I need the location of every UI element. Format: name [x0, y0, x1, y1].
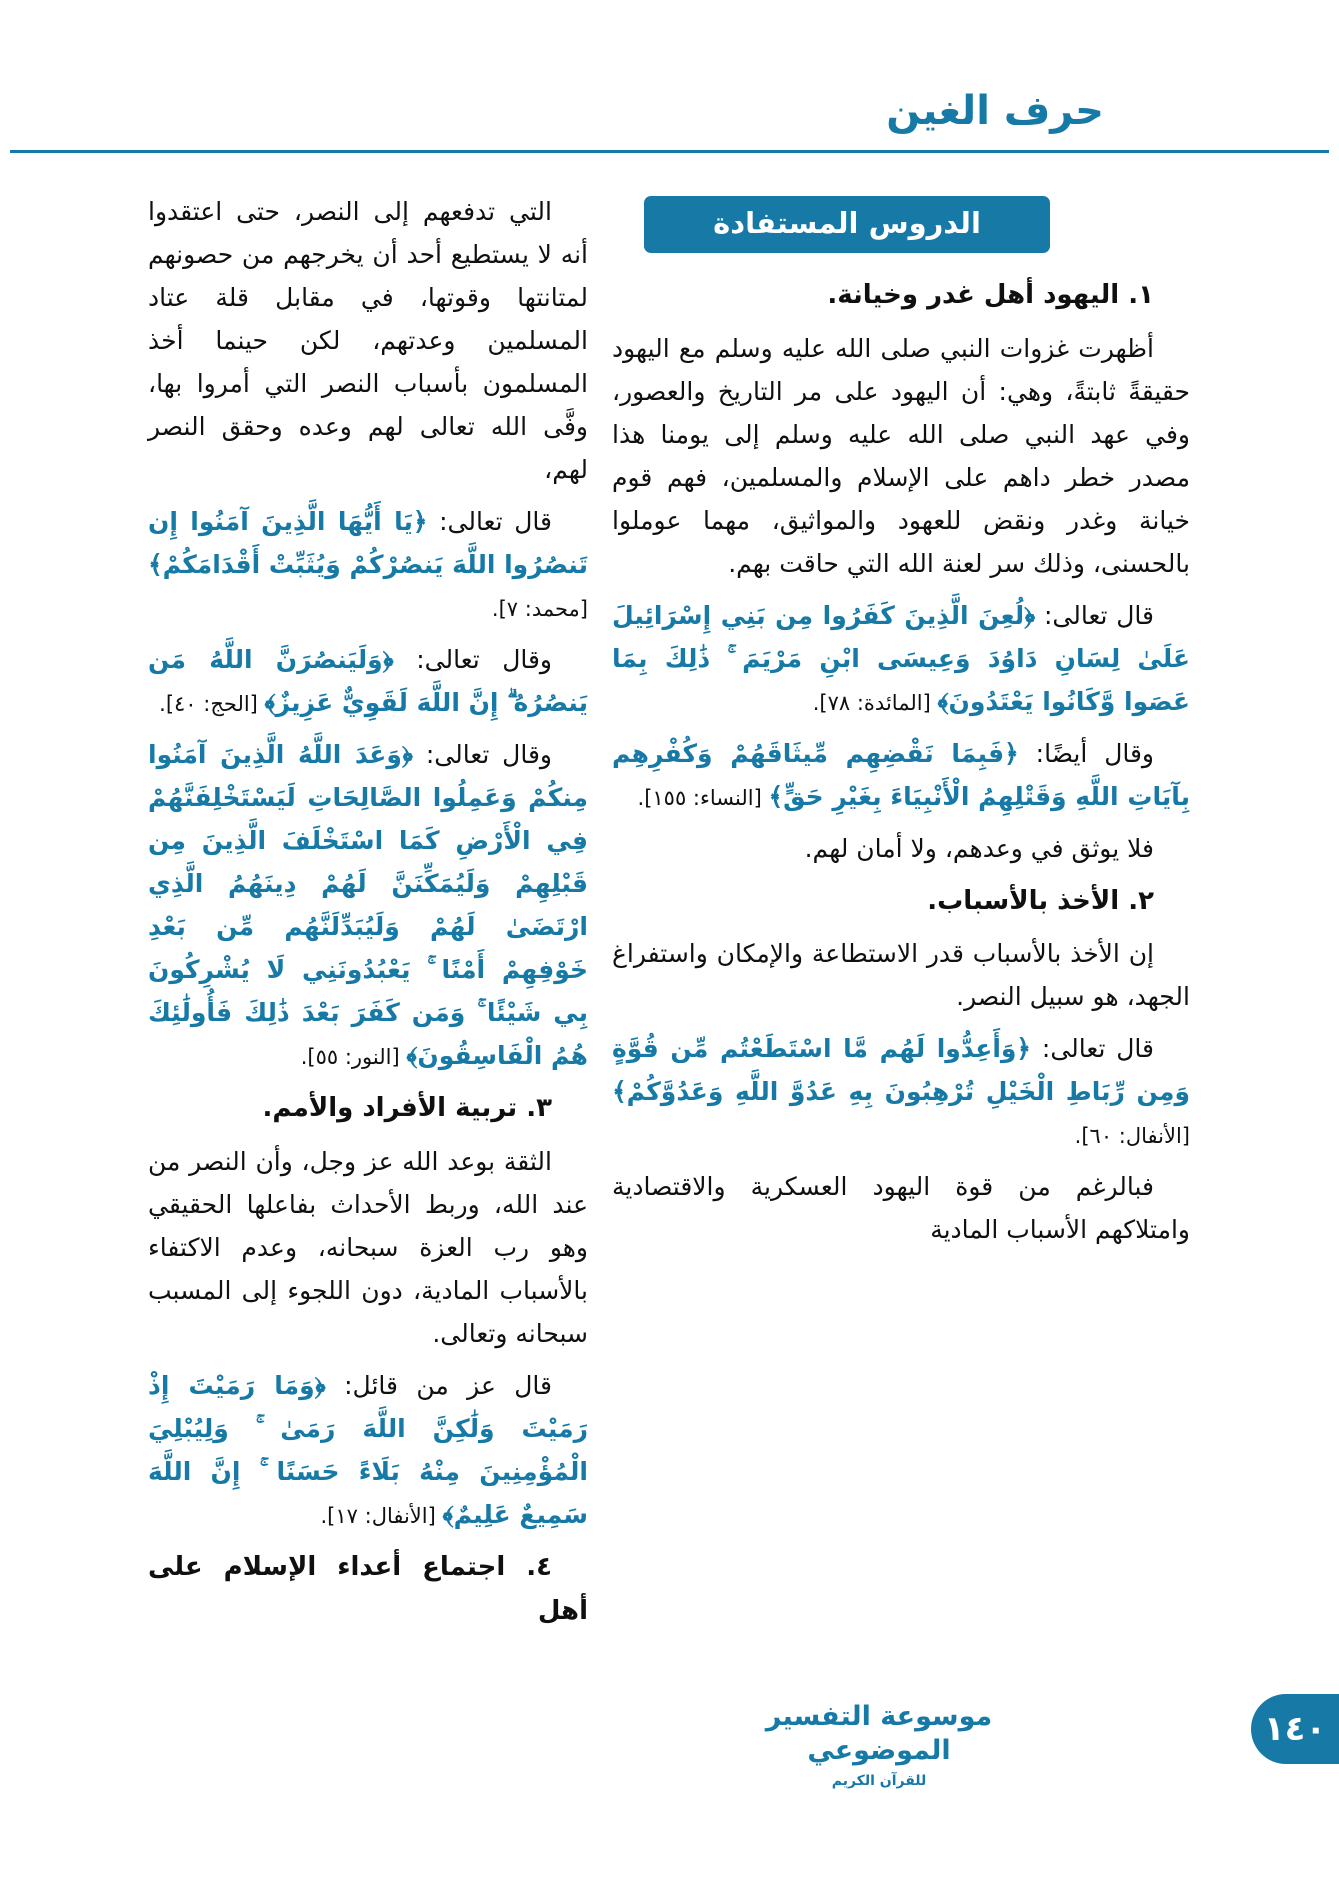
- paragraph: [612, 327, 1190, 585]
- verse-reference: [الحج: ٤٠].: [159, 692, 265, 716]
- paragraph: [612, 732, 1190, 818]
- paragraph: [148, 190, 588, 491]
- body-text: قال تعالى:: [1035, 600, 1155, 630]
- body-text: التي تدفعهم إلى النصر، حتى اعتقدوا أنه لا يستطيع أحد أن يخرجهم من حصونهم لمتانتها وقوتها، في مقابل قلة عتاد المسلمين وعدتهم، لكن حينما أخذ المسلمون بأسباب النصر التي أمروا بها، وفَّى الله تعالى لهم وعده وحقق النصر لهم،: [148, 197, 588, 484]
- paragraph: [612, 594, 1190, 723]
- footer-logo: [749, 1700, 1009, 1789]
- quran-verse: ﴿فَبِمَا نَقْضِهِم مِّيثَاقَهُمْ وَكُفْرِهِم بِآيَاتِ اللَّهِ وَقَتْلِهِمُ الْأَنْبِيَاءَ بِغَيْرِ حَقٍّ﴾: [612, 738, 1190, 811]
- section-header-label: الدروس المستفادة: [713, 206, 981, 240]
- body-text: فلا يوثق في وعدهم، ولا أمان لهم.: [804, 833, 1154, 863]
- body-text: وقال تعالى:: [393, 645, 552, 674]
- body-text: ٤. اجتماع أعداء الإسلام على أهل: [148, 1551, 588, 1627]
- paragraph: [612, 1027, 1190, 1156]
- quran-verse: ﴿وَأَعِدُّوا لَهُم مَّا اسْتَطَعْتُم مِّن قُوَّةٍ وَمِن رِّبَاطِ الْخَيْلِ تُرْهِبُونَ بِهِ عَدُوَّ اللَّهِ وَعَدُوَّكُمْ﴾: [612, 1034, 1190, 1107]
- page-number: ١٤٠: [1263, 1709, 1327, 1749]
- section-header-box: [644, 196, 1050, 253]
- body-text: أظهرت غزوات النبي صلى الله عليه وسلم مع اليهود حقيقةً ثابتةً، وهي: أن اليهود على مر التاريخ والعصور، وفي عهد النبي صلى الله عليه وسلم إلى يومنا هذا مصدر خطر داهم على الإسلام والمسلمين، فهم قوم خيانة وغدر ونقض للعهود والمواثيق، مهما عوملوا بالحسنى، وذلك سر لعنة الله التي حاقت بهم.: [612, 333, 1190, 578]
- paragraph: [612, 932, 1190, 1018]
- body-text: وقال أيضًا:: [1018, 738, 1155, 768]
- body-text: ٣. تربية الأفراد والأمم.: [262, 1093, 552, 1123]
- numbered-heading: [612, 879, 1190, 924]
- body-text: فبالرغم من قوة اليهود العسكرية والاقتصادية وامتلاكهم الأسباب المادية: [612, 1172, 1190, 1245]
- verse-reference: [النساء: ١٥٥].: [637, 785, 769, 810]
- column-left: [148, 190, 588, 1643]
- body-text: قال تعالى:: [427, 507, 552, 536]
- paragraph: [148, 638, 588, 724]
- header-rule: [10, 150, 1329, 153]
- column-right: [612, 190, 1190, 1260]
- paragraph: [612, 827, 1190, 870]
- paragraph: [148, 1364, 588, 1536]
- verse-reference: [الأنفال: ٦٠].: [1074, 1124, 1190, 1149]
- body-text: ١. اليهود أهل غدر وخيانة.: [827, 280, 1154, 310]
- body-text: قال عز من قائل:: [325, 1370, 552, 1400]
- body-text: الثقة بوعد الله عز وجل، وأن النصر من عند الله، وربط الأحداث بفاعلها الحقيقي وهو رب العزة سبحانه، وعدم الاكتفاء بالأسباب المادية، دون اللجوء إلى المسبب سبحانه وتعالى.: [148, 1146, 588, 1348]
- column-right-paragraphs: [612, 273, 1190, 1251]
- numbered-heading: [612, 273, 1190, 318]
- numbered-heading: [148, 1086, 588, 1131]
- quran-verse: ﴿وَلَيَنصُرَنَّ اللَّهُ مَن يَنصُرُهُ ۗ إِنَّ اللَّهَ لَقَوِيٌّ عَزِيزٌ﴾: [148, 645, 588, 717]
- body-text: إن الأخذ بالأسباب قدر الاستطاعة والإمكان واستفراغ الجهد، هو سبيل النصر.: [612, 939, 1190, 1012]
- quran-verse: ﴿لُعِنَ الَّذِينَ كَفَرُوا مِن بَنِي إِسْرَائِيلَ عَلَىٰ لِسَانِ دَاوُدَ وَعِيسَى ابْنِ مَرْيَمَ ۚ ذَٰلِكَ بِمَا عَصَوا وَّكَانُوا يَعْتَدُونَ﴾: [612, 600, 1190, 716]
- content: [148, 190, 1190, 1643]
- footer-logo-title: موسوعة التفسير الموضوعي: [765, 1701, 993, 1766]
- body-text: قال تعالى:: [1031, 1034, 1154, 1064]
- paragraph: [148, 1140, 588, 1355]
- body-text: وقال تعالى:: [413, 740, 552, 769]
- verse-reference: [المائدة: ٧٨].: [812, 690, 938, 715]
- column-left-paragraphs: [148, 190, 588, 1634]
- body-text: ٢. الأخذ بالأسباب.: [927, 885, 1154, 916]
- verse-reference: [النور: ٥٥].: [300, 1045, 407, 1069]
- verse-reference: [محمد: ٧].: [491, 597, 588, 621]
- paragraph: [148, 500, 588, 629]
- verse-reference: [الأنفال: ١٧].: [320, 1503, 443, 1528]
- quran-verse: ﴿وَعَدَ اللَّهُ الَّذِينَ آمَنُوا مِنكُمْ وَعَمِلُوا الصَّالِحَاتِ لَيَسْتَخْلِفَنَّهُمْ فِي الْأَرْضِ كَمَا اسْتَخْلَفَ الَّذِينَ مِن قَبْلِهِمْ وَلَيُمَكِّنَنَّ لَهُمْ دِينَهُمُ الَّذِي ارْتَضَىٰ لَهُمْ وَلَيُبَدِّلَنَّهُم مِّن بَعْدِ خَوْفِهِمْ أَمْنًا ۚ يَعْبُدُونَنِي لَا يُشْرِكُونَ بِي شَيْئًا ۚ وَمَن كَفَرَ بَعْدَ ذَٰلِكَ فَأُولَٰئِكَ هُمُ الْفَاسِقُونَ﴾: [148, 740, 588, 1070]
- paragraph: [612, 1165, 1190, 1251]
- page-number-badge: [1251, 1694, 1339, 1764]
- footer-logo-subtitle: للقرآن الكريم: [831, 1772, 927, 1789]
- numbered-heading: [148, 1545, 588, 1634]
- quran-verse: ﴿وَمَا رَمَيْتَ إِذْ رَمَيْتَ وَلَٰكِنَّ اللَّهَ رَمَىٰ ۚ وَلِيُبْلِيَ الْمُؤْمِنِينَ مِنْهُ بَلَاءً حَسَنًا ۚ إِنَّ اللَّهَ سَمِيعٌ عَلِيمٌ﴾: [148, 1370, 588, 1529]
- chapter-title: حرف الغين: [886, 88, 1104, 134]
- paragraph: [148, 733, 588, 1077]
- quran-verse: ﴿يَا أَيُّهَا الَّذِينَ آمَنُوا إِن تَنصُرُوا اللَّهَ يَنصُرْكُمْ وَيُثَبِّتْ أَقْدَامَكُمْ﴾: [148, 507, 588, 579]
